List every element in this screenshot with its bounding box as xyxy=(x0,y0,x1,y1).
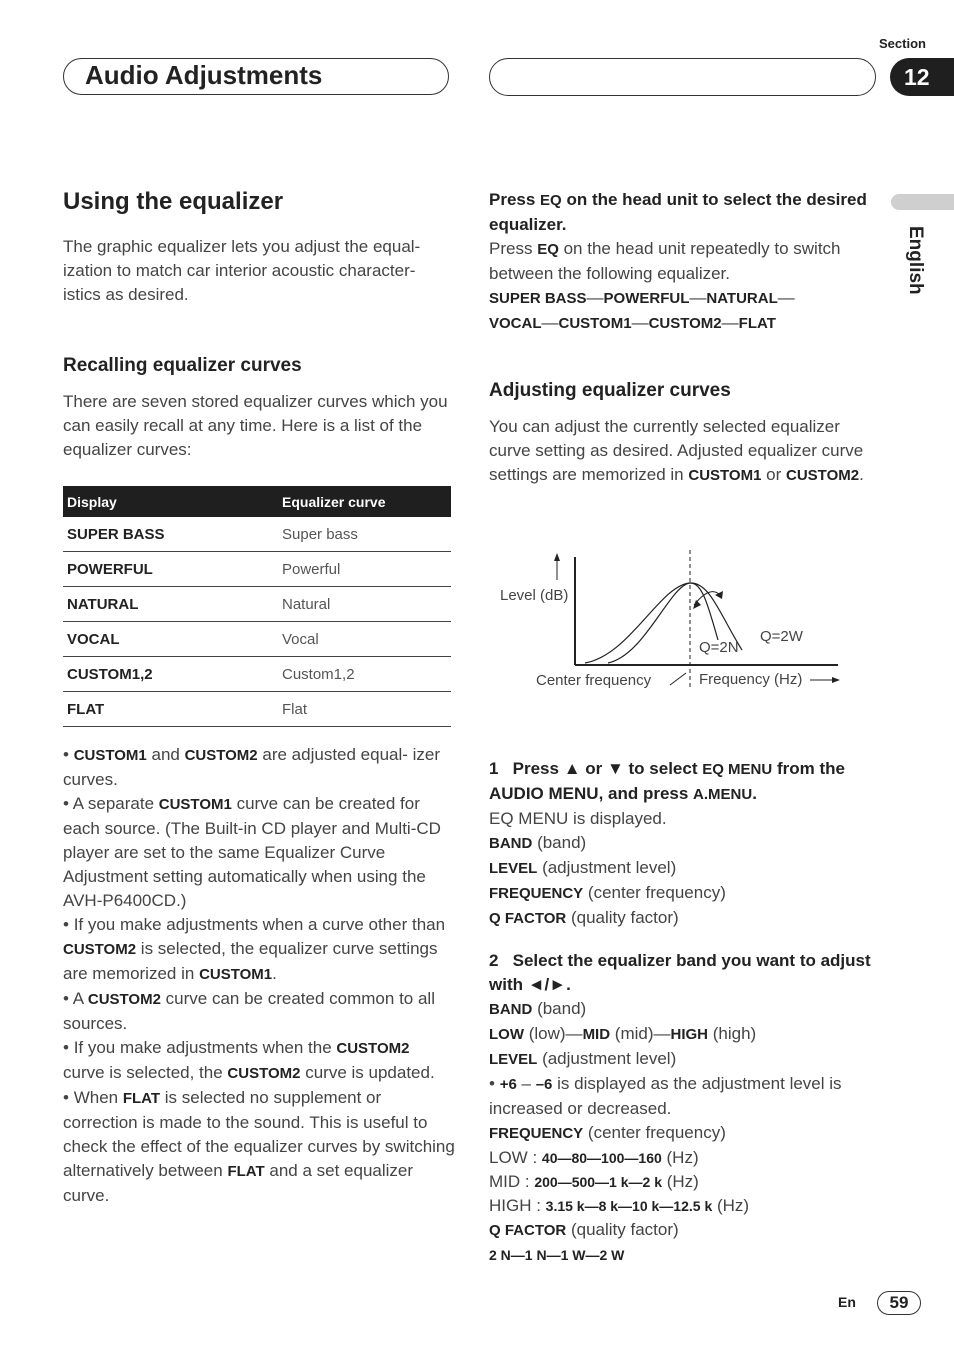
frequency-label: Frequency (Hz) xyxy=(699,671,803,688)
table-row xyxy=(63,657,451,692)
note-item: • CUSTOM1 and CUSTOM2 are adjusted equal- izer curves. xyxy=(63,745,441,789)
table-cell-curve: Flat xyxy=(278,692,451,727)
equalizer-table-wrap xyxy=(63,486,451,727)
note-item: • If you make adjustments when the CUSTOM2 curve is selected, the CUSTOM2 curve is updated. xyxy=(63,1038,435,1082)
table-cell-curve: Powerful xyxy=(278,552,451,587)
x-axis-label-arrow-head xyxy=(832,677,840,683)
table-cell-display: CUSTOM1,2 xyxy=(63,657,278,692)
language-tab: English xyxy=(905,226,926,295)
high-values: HIGH : 3.15 k—8 k—10 k—12.5 k (Hz) xyxy=(489,1196,750,1215)
table-row xyxy=(63,622,451,657)
table-cell-display: SUPER BASS xyxy=(63,517,278,552)
adjust-paragraph: You can adjust the currently selected equalizer curve setting as desired. Adjusted equalizer curve settings are memorized in CUSTOM1 or CUSTOM2. xyxy=(489,417,864,484)
q2n-label: Q=2N xyxy=(699,639,739,656)
q2w-label: Q=2W xyxy=(760,628,803,645)
footer-language: En xyxy=(838,1294,856,1310)
center-frequency-label: Center frequency xyxy=(536,672,652,689)
step-1-item: LEVEL (adjustment level) xyxy=(489,858,677,877)
step-1-item: Q FACTOR (quality factor) xyxy=(489,908,679,927)
table-cell-display: POWERFUL xyxy=(63,552,278,587)
level-row: LEVEL (adjustment level) xyxy=(489,1049,677,1068)
section-number: 12 xyxy=(890,58,954,96)
frequency-row: FREQUENCY (center frequency) xyxy=(489,1123,726,1142)
language-tab-marker xyxy=(891,194,954,210)
band-options: LOW (low)—MID (mid)—HIGH (high) xyxy=(489,1024,757,1043)
level-range-note: • +6 – –6 is displayed as the adjustment level is increased or decreased. xyxy=(489,1074,842,1118)
recall-paragraph: There are seven stored equalizer curves which you can easily recall at any time. Here is a list of the equalizer curves: xyxy=(63,392,448,459)
press-eq-block xyxy=(489,188,881,336)
table-row xyxy=(63,517,451,552)
step-2 xyxy=(489,949,881,1267)
table-header-curve: Equalizer curve xyxy=(278,486,451,517)
table-cell-curve: Natural xyxy=(278,587,451,622)
equalizer-sequence: SUPER BASS—POWERFUL—NATURAL— VOCAL—CUSTOM1—CUSTOM2—FLAT xyxy=(489,288,795,332)
page-title: Audio Adjustments xyxy=(85,60,323,90)
section-label: Section xyxy=(879,36,926,51)
header-blank-box xyxy=(489,58,876,96)
note-item: • When FLAT is selected no supplement or correction is made to the sound. This is useful to check the effect of the equalizer curves by switching alternatively between FLAT and a set equalizer curve. xyxy=(63,1088,455,1205)
table-cell-curve: Super bass xyxy=(278,517,451,552)
band-row: BAND (band) xyxy=(489,999,587,1018)
low-values: LOW : 40—80—100—160 (Hz) xyxy=(489,1148,699,1167)
table-cell-display: FLAT xyxy=(63,692,278,727)
table-row xyxy=(63,692,451,727)
note-item: • A separate CUSTOM1 curve can be created for each source. (The Built-in CD player and Multi-CD player are set to the same Equalizer Curve Adjustment setting automatically when using the AVH-P6400CD.) xyxy=(63,794,441,910)
table-cell-curve: Custom1,2 xyxy=(278,657,451,692)
table-row xyxy=(63,587,451,622)
equalizer-curve-diagram xyxy=(480,545,860,705)
q-factor-values: 2 N—1 N—1 W—2 W xyxy=(489,1247,625,1263)
title-box xyxy=(63,58,449,95)
step-1 xyxy=(489,757,881,931)
table-row xyxy=(63,552,451,587)
step-1-item: BAND (band) xyxy=(489,833,587,852)
table-cell-display: VOCAL xyxy=(63,622,278,657)
step-1-item: FREQUENCY (center frequency) xyxy=(489,883,726,902)
mid-values: MID : 200—500—1 k—2 k (Hz) xyxy=(489,1172,699,1191)
adjust-heading: Adjusting equalizer curves xyxy=(489,380,731,401)
level-label: Level (dB) xyxy=(500,587,569,604)
page-number: 59 xyxy=(877,1291,921,1315)
step-1-instruction: 1 Press ▲ or ▼ to select EQ MENU from the AUDIO MENU, and press A.MENU. xyxy=(489,759,845,803)
table-cell-curve: Vocal xyxy=(278,622,451,657)
table-cell-display: NATURAL xyxy=(63,587,278,622)
q-factor-row: Q FACTOR (quality factor) xyxy=(489,1220,679,1239)
press-eq-instruction: Press EQ on the head unit to select the desired equalizer. xyxy=(489,190,867,234)
intro-paragraph: The graphic equalizer lets you adjust the equal- ization to match car interior acoustic character- istics as desired. xyxy=(63,237,421,304)
center-label-leader xyxy=(670,673,686,685)
table-header-display: Display xyxy=(63,486,278,517)
recall-heading: Recalling equalizer curves xyxy=(63,355,302,376)
step-1-display: EQ MENU is displayed. xyxy=(489,809,667,828)
notes-list xyxy=(63,743,455,1208)
step-2-instruction: 2 Select the equalizer band you want to adjust with ◄/►. xyxy=(489,951,871,994)
press-eq-detail: Press EQ on the head unit repeatedly to switch between the following equalizer. xyxy=(489,239,841,283)
note-item: • A CUSTOM2 curve can be created common to all sources. xyxy=(63,989,435,1033)
y-axis-arrow-head xyxy=(554,553,560,561)
equalizer-table xyxy=(63,486,451,727)
section-heading: Using the equalizer xyxy=(63,188,284,215)
note-item: • If you make adjustments when a curve other than CUSTOM2 is selected, the equalizer curve settings are memorized in CUSTOM1. xyxy=(63,915,446,983)
